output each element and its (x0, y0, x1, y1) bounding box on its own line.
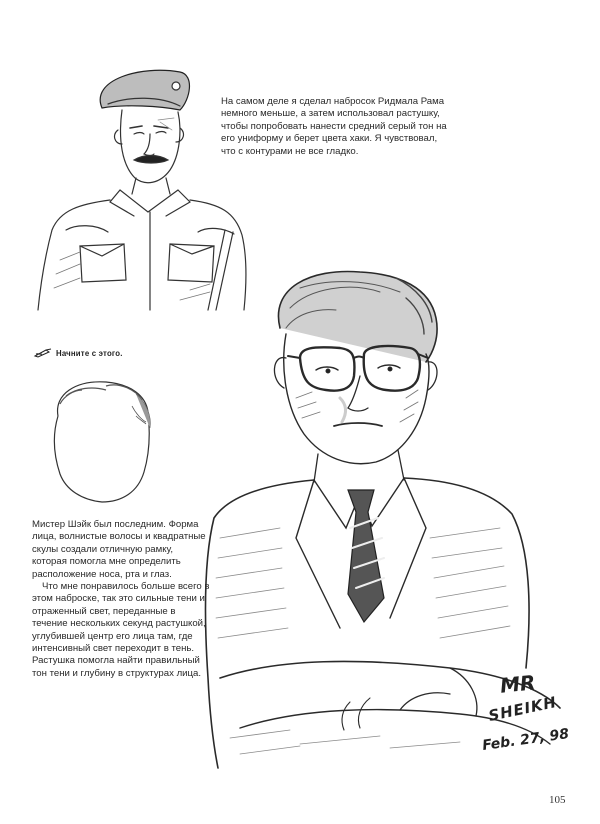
pencil-hand-icon (34, 348, 52, 358)
start-label (34, 348, 123, 358)
caption-top: На самом деле я сделал набросок Ридмала Рама немного меньше, а затем использовал растушку, чтобы попробовать нанести средний серый тон на его униформу и берет цвета хаки. Я чувствовал, что с контурами не все гладко. (221, 96, 447, 157)
signature-date: Feb. 27, 98 (481, 725, 571, 755)
caption-bottom-paragraph-2: Что мне понравилось больше всего в этом наброске, так это сильные тени и отраженный свет, переданные в течение нескольких секунд растушкой, углубившей центр его лица там, где интенсивный свет переходит в тень. Растушка помогла найти правильный тон тени и глубину в структурах лица. (32, 581, 210, 679)
signature (482, 670, 592, 770)
signature-initials: MR (498, 670, 537, 698)
signature-name: SHEIKH (486, 692, 559, 726)
caption-bottom-paragraph-1: Мистер Шэйк был последним. Форма лица, волнистые волосы и квадратные скулы создали отличную рамку, которая помогла мне определить расположение носа, рта и глаз. (32, 519, 206, 580)
page-number: 105 (549, 794, 566, 806)
start-label-text: Начните с этого. (56, 348, 123, 358)
head-outline-sketch (36, 376, 166, 512)
caption-bottom (32, 519, 210, 680)
